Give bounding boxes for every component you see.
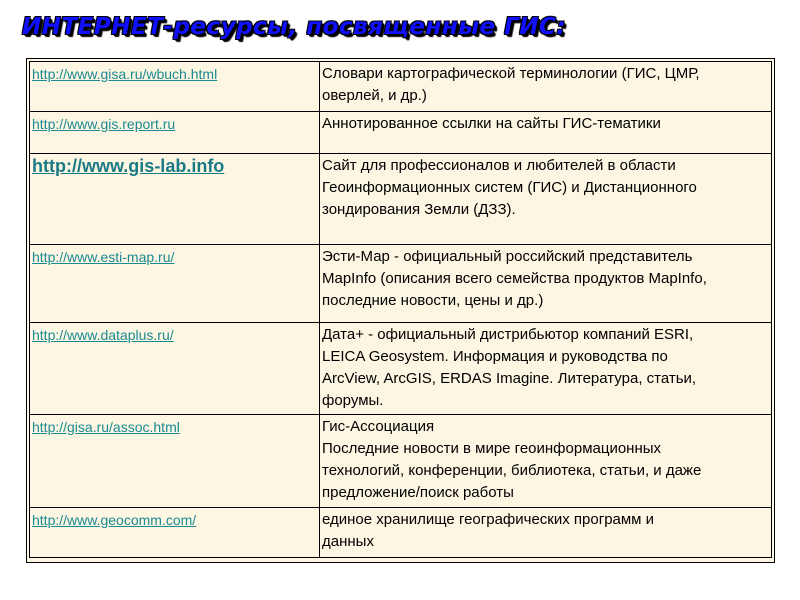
resource-description: Сайт для профессионалов и любителей в области Геоинформационных систем (ГИС) и Дистанционного зондирования Земли (ДЗЗ). — [322, 157, 697, 218]
url-cell — [30, 154, 320, 245]
table-row — [30, 508, 772, 558]
description-cell — [320, 245, 772, 323]
resource-description: Дата+ - официальный дистрибьютор компаний ESRI, LEICA Geosystem. Информация и руководства по ArcView, ArcGIS, ERDAS Imagine. Литература, статьи, форумы. — [322, 326, 697, 409]
description-cell — [320, 415, 772, 508]
resource-link[interactable]: http://www.dataplus.ru/ — [32, 327, 174, 343]
resources-table-frame — [26, 58, 775, 563]
description-cell — [320, 508, 772, 558]
url-cell — [30, 112, 320, 154]
url-cell — [30, 62, 320, 112]
resources-table — [29, 61, 772, 558]
page-title: ИНТЕРНЕТ-ресурсы, посвященные ГИС: — [22, 14, 567, 40]
url-cell — [30, 245, 320, 323]
table-row — [30, 323, 772, 415]
table-row — [30, 154, 772, 245]
resource-description: единое хранилище географических программ и данных — [322, 511, 655, 550]
resource-description: Эсти-Мар - официальный российский представитель MapInfo (описания всего семейства продуктов MapInfo, последние новости, цены и др.) — [322, 248, 707, 309]
url-cell — [30, 415, 320, 508]
resource-link[interactable]: http://www.gisa.ru/wbuch.html — [32, 66, 218, 82]
table-row — [30, 415, 772, 508]
url-cell — [30, 323, 320, 415]
resource-link[interactable]: http://www.esti-map.ru/ — [32, 249, 175, 265]
resource-link[interactable]: http://www.gis.report.ru — [32, 116, 176, 132]
table-row — [30, 112, 772, 154]
resource-description: Аннотированное ссылки на сайты ГИС-тематики — [322, 115, 661, 132]
table-row — [30, 245, 772, 323]
resource-description: Гис-Ассоциация Последние новости в мире геоинформационных технологий, конференции, библиотека, статьи, и даже предложение/поиск работы — [322, 418, 702, 501]
resource-description: Словари картографической терминологии (ГИС, ЦМР, оверлей, и др.) — [322, 65, 700, 104]
url-cell — [30, 508, 320, 558]
description-cell — [320, 62, 772, 112]
description-cell — [320, 112, 772, 154]
description-cell — [320, 323, 772, 415]
resource-link[interactable]: http://www.geocomm.com/ — [32, 512, 197, 528]
resource-link[interactable]: http://gisa.ru/assoc.html — [32, 419, 180, 435]
table-row — [30, 62, 772, 112]
resource-link[interactable]: http://www.gis-lab.info — [32, 156, 225, 176]
description-cell — [320, 154, 772, 245]
